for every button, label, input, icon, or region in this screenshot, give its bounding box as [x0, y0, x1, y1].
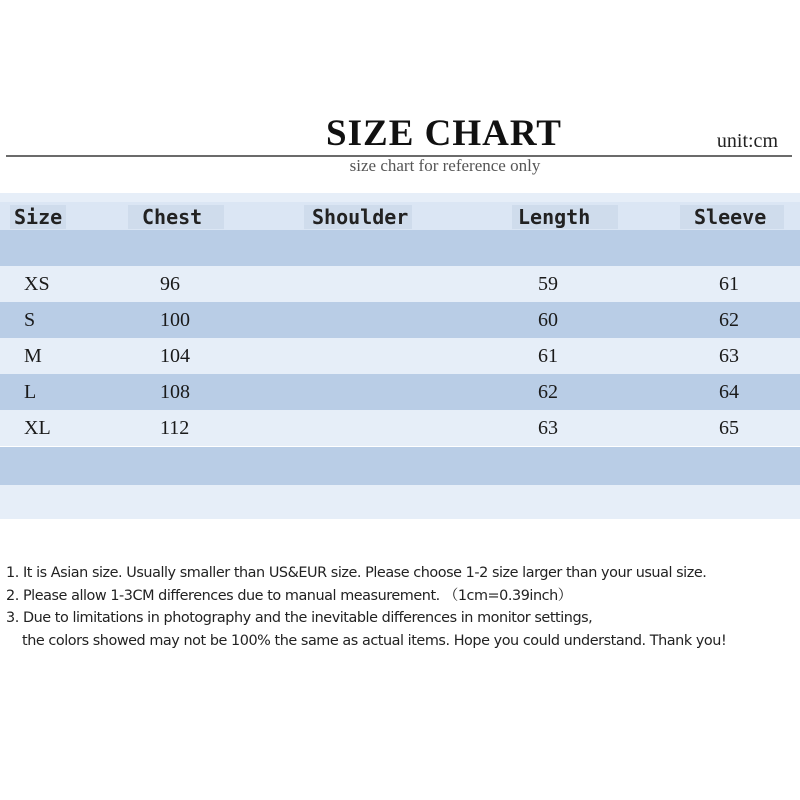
sleeve-cell: 64 [719, 381, 739, 403]
header-sleeve: Sleeve [680, 205, 784, 229]
table-row [0, 374, 800, 410]
header-shoulder: Shoulder [304, 205, 412, 229]
size-cell: S [24, 309, 36, 331]
table-bottom-band [0, 485, 800, 519]
size-cell: L [24, 381, 37, 403]
length-cell: 62 [538, 381, 558, 403]
size-cell: XS [24, 273, 50, 295]
size-cell: M [24, 345, 42, 367]
header-size: Size [10, 205, 66, 229]
chest-cell: 100 [160, 309, 190, 331]
sleeve-cell: 62 [719, 309, 739, 331]
sleeve-cell: 63 [719, 345, 739, 367]
length-cell: 60 [538, 309, 558, 331]
table-row [0, 266, 800, 302]
length-cell: 63 [538, 417, 558, 439]
table-header-row [0, 202, 800, 230]
header-length: Length [512, 205, 618, 229]
table-bottom-band [0, 447, 800, 485]
chest-cell: 112 [160, 417, 190, 439]
note-line: 3. Due to limitations in photography and the inevitable differences in monitor settings, [6, 610, 593, 626]
chest-cell: 104 [160, 345, 190, 367]
sleeve-cell: 65 [719, 417, 739, 439]
table-row [0, 410, 800, 446]
page-subtitle: size chart for reference only [349, 156, 541, 175]
page-title: SIZE CHART [326, 113, 562, 154]
chest-cell: 108 [160, 381, 190, 403]
length-cell: 61 [538, 345, 558, 367]
table-spacer-row [0, 230, 800, 266]
chest-cell: 96 [160, 273, 180, 295]
note-line: 2. Please allow 1-3CM differences due to manual measurement. （1cm=0.39inch） [6, 587, 572, 604]
table-top-band [0, 193, 800, 202]
length-cell: 59 [538, 273, 558, 295]
sleeve-cell: 61 [719, 273, 739, 295]
table-row [0, 302, 800, 338]
size-notes [6, 562, 798, 652]
note-line: the colors showed may not be 100% the same as actual items. Hope you could understand. Thank you! [22, 632, 727, 649]
table-row [0, 338, 800, 374]
size-cell: XL [24, 417, 51, 439]
header-chest: Chest [128, 205, 224, 229]
unit-label: unit:cm [716, 130, 778, 152]
note-line: 1. It is Asian size. Usually smaller than US&EUR size. Please choose 1-2 size larger than your usual size. [6, 565, 707, 581]
